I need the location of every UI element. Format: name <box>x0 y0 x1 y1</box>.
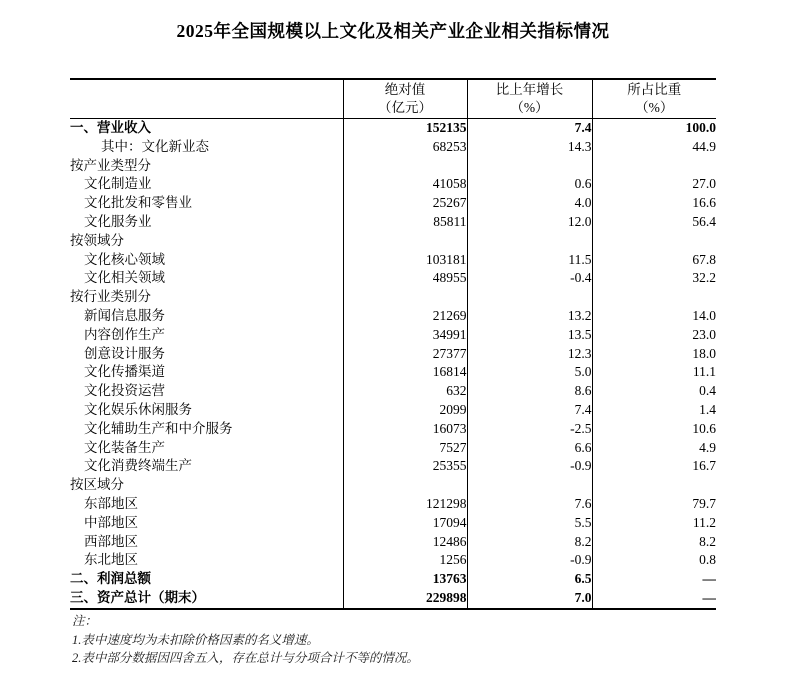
row-label: 文化娱乐休闲服务 <box>84 401 192 417</box>
row-value: 44.9 <box>592 138 716 157</box>
row-label: 二、利润总额 <box>70 571 151 587</box>
row-value: 16814 <box>343 363 467 382</box>
row-value: 1256 <box>343 551 467 570</box>
table-row <box>70 307 716 326</box>
row-value: 17094 <box>343 514 467 533</box>
row-value <box>467 476 592 495</box>
row-value: 100.0 <box>592 119 716 138</box>
table-row <box>70 457 716 476</box>
row-value <box>343 476 467 495</box>
row-value: 11.5 <box>467 251 592 270</box>
table-row <box>70 476 716 495</box>
col-header-line2: （%） <box>635 100 674 115</box>
table-row <box>70 514 716 533</box>
col-header-absolute-value <box>343 79 467 119</box>
row-value: 56.4 <box>592 213 716 232</box>
row-value <box>592 157 716 176</box>
row-label: 文化投资运营 <box>84 383 165 399</box>
row-value: 16.6 <box>592 194 716 213</box>
col-header-share <box>592 79 716 119</box>
table-row <box>70 232 716 251</box>
footnotes <box>72 612 712 668</box>
row-value: 13.2 <box>467 307 592 326</box>
row-value <box>343 232 467 251</box>
row-label: 文化辅助生产和中介服务 <box>84 420 233 436</box>
row-value: 34991 <box>343 326 467 345</box>
row-value: 32.2 <box>592 269 716 288</box>
row-value: 8.2 <box>592 533 716 552</box>
row-value: -0.4 <box>467 269 592 288</box>
row-label: 创意设计服务 <box>84 345 165 361</box>
row-value: 68253 <box>343 138 467 157</box>
footnote-item: 1.表中速度均为未扣除价格因素的名义增速。 <box>72 632 319 647</box>
row-value: — <box>592 589 716 609</box>
col-header-yoy-growth <box>467 79 592 119</box>
row-value: 27377 <box>343 345 467 364</box>
table-row <box>70 495 716 514</box>
row-value: 14.0 <box>592 307 716 326</box>
row-value: 229898 <box>343 589 467 609</box>
row-label: 东北地区 <box>84 552 138 568</box>
row-value: 12.3 <box>467 345 592 364</box>
row-label: 文化传播渠道 <box>84 364 165 380</box>
indicator-table <box>70 78 716 610</box>
row-label: 内容创作生产 <box>84 326 165 342</box>
row-label: 按行业类别分 <box>70 289 151 305</box>
row-value: 14.3 <box>467 138 592 157</box>
row-value: 23.0 <box>592 326 716 345</box>
row-value: 27.0 <box>592 175 716 194</box>
row-value: 7.0 <box>467 589 592 609</box>
indicator-table-wrap <box>70 78 716 610</box>
stub-header <box>70 79 343 119</box>
page-title: 2025年全国规模以上文化及相关产业企业相关指标情况 <box>176 21 610 41</box>
table-row <box>70 439 716 458</box>
row-value: 10.6 <box>592 420 716 439</box>
table-row <box>70 570 716 589</box>
row-value: 8.2 <box>467 533 592 552</box>
row-label: 按领域分 <box>70 232 124 248</box>
row-value: 632 <box>343 382 467 401</box>
row-label: 文化消费终端生产 <box>84 458 192 474</box>
row-value <box>467 157 592 176</box>
row-value: 16073 <box>343 420 467 439</box>
row-value: 103181 <box>343 251 467 270</box>
row-label: 其中：文化新业态 <box>101 138 209 154</box>
row-value: 7.4 <box>467 401 592 420</box>
row-value: 6.5 <box>467 570 592 589</box>
row-value: 12.0 <box>467 213 592 232</box>
row-value: 4.0 <box>467 194 592 213</box>
row-label: 三、资产总计（期末） <box>70 589 205 605</box>
row-value: 121298 <box>343 495 467 514</box>
table-row <box>70 533 716 552</box>
table-row <box>70 382 716 401</box>
table-row <box>70 269 716 288</box>
row-value <box>467 232 592 251</box>
row-value: 48955 <box>343 269 467 288</box>
row-label: 按区域分 <box>70 477 124 493</box>
footnote-item: 2.表中部分数据因四舍五入，存在总计与分项合计不等的情况。 <box>72 651 419 665</box>
col-header-line2: （亿元） <box>378 100 432 115</box>
row-value: 18.0 <box>592 345 716 364</box>
table-row <box>70 363 716 382</box>
row-value <box>592 476 716 495</box>
row-value: -0.9 <box>467 551 592 570</box>
row-value: 4.9 <box>592 439 716 458</box>
row-value: 85811 <box>343 213 467 232</box>
table-row <box>70 345 716 364</box>
row-value: 152135 <box>343 119 467 138</box>
row-label: 文化核心领域 <box>84 251 165 267</box>
row-value <box>343 157 467 176</box>
row-value: 21269 <box>343 307 467 326</box>
row-label: 中部地区 <box>84 514 138 530</box>
row-value: — <box>592 570 716 589</box>
row-label: 新闻信息服务 <box>84 307 165 323</box>
row-value: 25355 <box>343 457 467 476</box>
row-value <box>592 288 716 307</box>
row-value: 79.7 <box>592 495 716 514</box>
row-label: 东部地区 <box>84 495 138 511</box>
row-label: 按产业类型分 <box>70 157 151 173</box>
table-header-row <box>70 79 716 119</box>
row-value: 5.0 <box>467 363 592 382</box>
table-row <box>70 326 716 345</box>
row-value: 16.7 <box>592 457 716 476</box>
row-label: 文化装备生产 <box>84 439 165 455</box>
row-value <box>592 232 716 251</box>
row-label: 文化批发和零售业 <box>84 195 192 211</box>
row-value <box>343 288 467 307</box>
row-label: 一、营业收入 <box>70 120 151 135</box>
row-value: 7.4 <box>467 119 592 138</box>
col-header-line1: 绝对值 <box>384 82 426 97</box>
row-value: -2.5 <box>467 420 592 439</box>
row-value: -0.9 <box>467 457 592 476</box>
row-label: 文化服务业 <box>84 213 152 229</box>
table-body <box>70 119 716 609</box>
table-row <box>70 175 716 194</box>
table-row <box>70 119 716 138</box>
row-value: 7.6 <box>467 495 592 514</box>
row-value: 1.4 <box>592 401 716 420</box>
row-value: 0.8 <box>592 551 716 570</box>
row-label: 文化相关领域 <box>84 270 165 286</box>
row-value: 2099 <box>343 401 467 420</box>
table-row <box>70 251 716 270</box>
row-value: 8.6 <box>467 382 592 401</box>
row-value: 67.8 <box>592 251 716 270</box>
table-row <box>70 589 716 609</box>
row-value: 5.5 <box>467 514 592 533</box>
table-row <box>70 401 716 420</box>
row-label: 文化制造业 <box>84 176 152 192</box>
row-value: 11.1 <box>592 363 716 382</box>
row-value: 11.2 <box>592 514 716 533</box>
table-row <box>70 213 716 232</box>
row-value: 7527 <box>343 439 467 458</box>
footnote-heading: 注： <box>72 614 98 628</box>
table-row <box>70 288 716 307</box>
table-row <box>70 157 716 176</box>
table-row <box>70 551 716 570</box>
row-value: 13763 <box>343 570 467 589</box>
col-header-line2: （%） <box>510 100 549 115</box>
row-value: 0.4 <box>592 382 716 401</box>
row-value: 13.5 <box>467 326 592 345</box>
row-value: 41058 <box>343 175 467 194</box>
table-row <box>70 194 716 213</box>
col-header-line1: 所占比重 <box>627 82 682 97</box>
row-value: 6.6 <box>467 439 592 458</box>
row-label: 西部地区 <box>84 533 138 549</box>
row-value: 25267 <box>343 194 467 213</box>
row-value: 0.6 <box>467 175 592 194</box>
table-row <box>70 420 716 439</box>
row-value: 12486 <box>343 533 467 552</box>
table-row <box>70 138 716 157</box>
row-value <box>467 288 592 307</box>
col-header-line1: 比上年增长 <box>495 82 564 97</box>
